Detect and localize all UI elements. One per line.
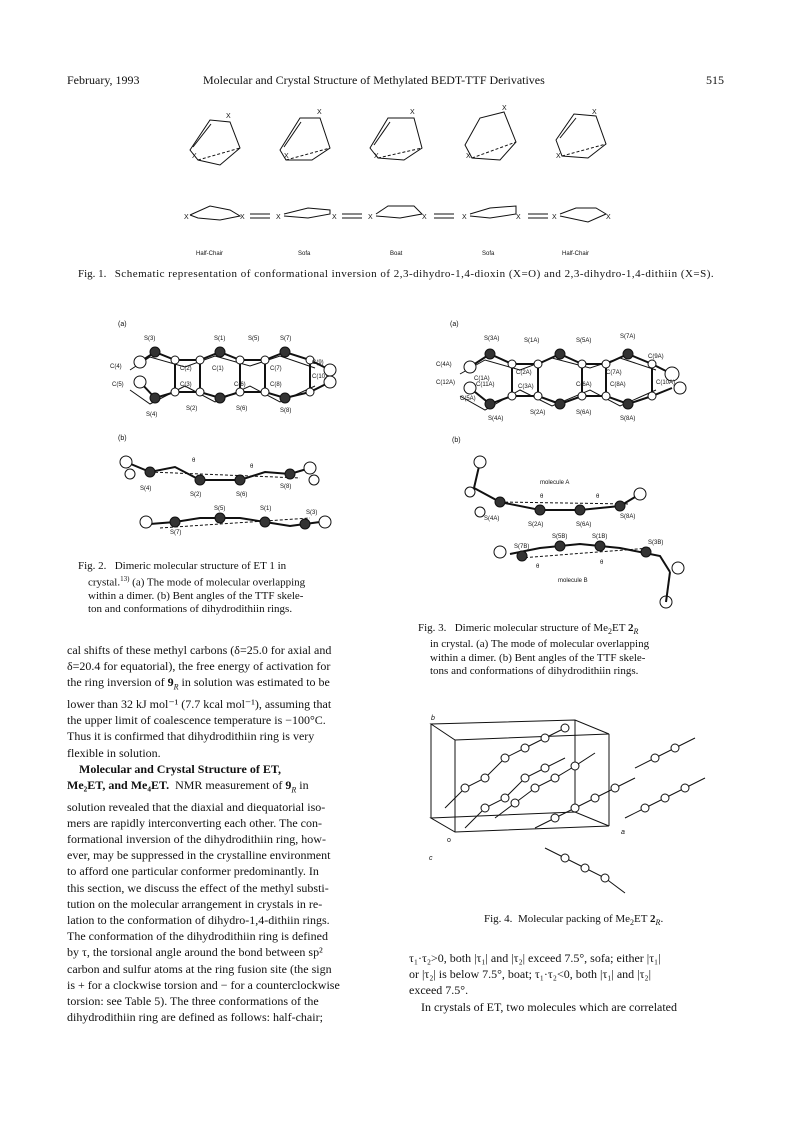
compound-number: 9 <box>167 675 174 690</box>
fig2-caption-line: (a) The mode of molecular overlapping <box>132 576 306 589</box>
ring-x-label: X <box>276 214 281 221</box>
text-line: The conformation of the dihydrodithiin ring is defined <box>67 929 328 944</box>
text-line: the upper limit of coalescence temperature is −100°C. <box>67 713 326 728</box>
ring-x-label: X <box>422 214 427 221</box>
text-line: lower than 32 kJ mol⁻¹ (7.7 kcal mol⁻¹), assuming that <box>67 697 332 711</box>
fig3-caption-line: ET <box>612 622 626 634</box>
text-line: is + for a clockwise torsion and − for a counterclockwise <box>67 977 340 992</box>
text-line <box>67 777 359 799</box>
label-boat: Boat <box>390 251 403 257</box>
figure-4 <box>425 708 725 908</box>
atom-label: S(2) <box>190 492 202 498</box>
fig3-caption-label: Fig. 3. <box>418 622 447 634</box>
text-line: carbon and sulfur atoms at the ring fusion site (the sign <box>67 961 332 976</box>
section-heading <box>67 761 359 777</box>
atom-label: S(2A) <box>530 410 546 416</box>
atom-label: C(3) <box>180 382 192 388</box>
fig2-dimer-structure <box>130 347 336 404</box>
atom-label: θ <box>536 564 540 570</box>
figure-1 <box>160 100 640 265</box>
fig2-panel-a: (a) <box>118 321 127 328</box>
atom-label: θ <box>596 494 600 500</box>
fig3-caption-line: Dimeric molecular structure of Me <box>454 622 609 634</box>
fig1-caption-text: Schematic representation of conformational inversion of 2,3-dihydro-1,4-dioxin (X=O) and 2,3-dihydro-1,4-dithiin (X=S). <box>114 268 715 280</box>
ring-x-label: X <box>462 214 467 221</box>
fig1-caption-label: Fig. 1. <box>78 268 107 280</box>
atom-label: C(5) <box>112 382 124 388</box>
atom-label: C(4A) <box>436 362 452 368</box>
atom-label: C(11A) <box>476 382 495 388</box>
subscript: 2 <box>630 918 635 928</box>
atom-label: S(2) <box>186 406 198 412</box>
atom-label: S(7B) <box>514 544 530 550</box>
atom-label: S(3B) <box>648 540 664 546</box>
atom-label: S(5) <box>248 336 260 342</box>
atom-label: C(2) <box>180 366 192 372</box>
fig3-caption-line: within a dimer. (b) Bent angles of the TTF skele- <box>430 651 646 664</box>
molecule-b-label: molecule B <box>558 578 588 584</box>
atom-label: S(6) <box>236 406 248 412</box>
text-line: dihydrodithiin ring are defined as follows: half-chair; <box>67 1010 323 1025</box>
label-sofa-2: Sofa <box>482 251 495 257</box>
axis-b-label: b <box>431 715 435 722</box>
fig2-panel-b: (b) <box>118 435 127 442</box>
atom-label: θ <box>192 458 196 464</box>
atom-label: C(8A) <box>610 382 626 388</box>
atom-label: C(1A) <box>474 376 490 382</box>
subscript: R <box>633 627 639 637</box>
subscript: R <box>655 918 661 928</box>
text-line: formational inversion of the dihydrodithiin ring, how- <box>67 832 326 847</box>
text-line: to afford one particular conformer predominantly. In <box>67 864 319 879</box>
text-line: mers are rapidly interconverting each other. The con- <box>67 815 323 830</box>
ring-x-label: X <box>184 214 189 221</box>
atom-label: C(9A) <box>648 354 664 360</box>
fig4-caption: Fig. 4. Molecular packing of $Me_2ET$ $2_R$. <box>484 913 664 928</box>
ring-x-label: X <box>516 214 521 221</box>
fig4-caption-label: Fig. 4. <box>484 913 513 925</box>
atom-label: S(5B) <box>552 534 568 540</box>
atom-label: S(8) <box>280 484 292 490</box>
atom-label: S(3) <box>144 336 156 342</box>
compound-number: 9 <box>285 778 292 793</box>
ring-x-label: X <box>466 153 471 160</box>
atom-label: C(12A) <box>436 380 456 386</box>
atom-label: θ <box>250 464 254 470</box>
fig2-caption-line: Dimeric molecular structure of ET 1 in <box>114 560 287 572</box>
atom-label: S(1A) <box>524 338 540 344</box>
ring-x-label: X <box>284 153 289 160</box>
ring-x-label: X <box>368 214 373 221</box>
figure-3 <box>430 312 710 618</box>
atom-label: S(3) <box>306 510 318 516</box>
axis-c-label: c <box>429 855 433 862</box>
fig3-bent-view <box>465 456 684 608</box>
atom-label: C(9) <box>312 360 324 366</box>
ring-x-label: X <box>606 214 611 221</box>
molecule-a-label: molecule A <box>540 480 570 486</box>
fig3-caption-line: in crystal. (a) The mode of molecular overlapping <box>430 638 650 651</box>
fig3-atom-labels-b <box>484 494 663 584</box>
subscript: R <box>291 785 297 795</box>
atom-label: S(1B) <box>592 534 608 540</box>
text-line: solution revealed that the diaxial and diequatorial iso- <box>67 799 326 814</box>
atom-label: S(1) <box>260 506 272 512</box>
figure-2 <box>100 312 350 557</box>
atom-label: C(6A) <box>576 382 592 388</box>
fig1-equilibrium-row <box>184 206 611 222</box>
text-line: this section, we discuss the effect of the methyl substi- <box>67 880 329 895</box>
label-half-chair: Half-Chair <box>196 251 224 257</box>
fig1-ring-diagrams <box>190 112 606 165</box>
ring-x-label: X <box>374 153 379 160</box>
atom-label: S(6A) <box>576 522 592 528</box>
ring-x-label: X <box>240 214 245 221</box>
fig2-caption-line: crystal. <box>88 576 121 589</box>
origin-label: o <box>447 837 451 844</box>
fig2-caption <box>78 560 346 616</box>
text-line: or |τ₂| is below 7.5°, boat; τ₁·τ₂<0, both |τ₁| and |τ₂| <box>409 967 651 982</box>
subscript: R <box>173 682 179 692</box>
atom-label: C(3A) <box>518 384 534 390</box>
ring-x-label: X <box>592 109 597 116</box>
text-line: torsion: see Table 5). The three conformations of the <box>67 994 319 1009</box>
fig2-caption-label: Fig. 2. <box>78 560 107 572</box>
atom-label: C(6) <box>234 382 246 388</box>
fig3-panel-b: (b) <box>452 437 461 444</box>
atom-label: S(6A) <box>576 410 592 416</box>
fig4-caption-text: . <box>660 913 664 925</box>
text-line: tution on the molecular arrangement in crystals in re- <box>67 896 323 911</box>
header-date: February, 1993 <box>67 73 140 87</box>
text-span: in solution was estimated to be <box>178 675 330 690</box>
atom-label: θ <box>600 560 604 566</box>
text-line: δ=20.4 for equatorial), the free energy of activation for <box>67 659 331 674</box>
atom-label: C(5A) <box>460 396 476 402</box>
text-line: flexible in solution. <box>67 745 161 760</box>
ring-x-label: X <box>502 105 507 112</box>
fig1-caption <box>78 268 728 281</box>
atom-label: S(8) <box>280 408 292 414</box>
text-line: ever, may be suppressed in the crystalline environment <box>67 848 331 863</box>
atom-label: C(1) <box>212 366 224 372</box>
atom-label: S(4A) <box>484 516 500 522</box>
ring-x-label: X <box>332 214 337 221</box>
atom-label: S(7A) <box>620 334 636 340</box>
fig2-caption-line: within a dimer. (b) Bent angles of the TTF skele- <box>88 590 304 603</box>
text-span: the ring inversion of <box>67 675 168 690</box>
text-line: cal shifts of these methyl carbons (δ=25.0 for axial and <box>67 643 332 657</box>
ring-x-label: X <box>226 113 231 120</box>
label-half-chair-2: Half-Chair <box>562 251 590 257</box>
text-line: exceed 7.5°. <box>409 983 469 998</box>
axis-a-label: a <box>621 829 625 836</box>
text-line: In crystals of ET, two molecules which are correlated <box>421 999 678 1014</box>
fig4-caption-text: Molecular packing of Me <box>517 913 631 925</box>
reference-number: 13) <box>120 575 130 584</box>
text-span: NMR measurement of <box>175 778 286 793</box>
text-line: by τ, the torsional angle around the bond between sp² <box>67 945 323 960</box>
atom-label: S(4A) <box>488 416 504 422</box>
text-line: τ₁·τ₂>0, both |τ₁| and |τ₂| exceed 7.5°, sofa; either |τ₁| <box>409 951 661 965</box>
atom-label: S(3A) <box>484 336 500 342</box>
ring-x-label: X <box>556 153 561 160</box>
text-line: lation to the conformation of dihydro-1,4-dithiin rings. <box>67 913 330 928</box>
label-sofa: Sofa <box>298 251 311 257</box>
atom-label: C(7A) <box>606 370 622 376</box>
atom-label: S(6) <box>236 492 248 498</box>
fig3-caption-line: tons and conformations of dihydrodithiin rings. <box>430 664 639 677</box>
atom-label: C(8) <box>270 382 282 388</box>
fig3-caption: Fig. 3. Dimeric molecular structure of $Me_2ET$ $2_R$ in crystal. (a) The mode of molecular overlapping within a dimer. (b) Bent angles of the TTF skele- tons and conformations of dihydrodithiin rings. <box>418 622 718 678</box>
right-column-text <box>409 950 727 1015</box>
fig3-atom-labels-a <box>436 334 675 422</box>
atom-label: S(4) <box>140 486 152 492</box>
unit-cell <box>431 720 609 832</box>
atom-label: S(7) <box>280 336 292 342</box>
subscript: 2 <box>608 627 613 637</box>
fig3-panel-a: (a) <box>450 321 459 328</box>
atom-label: C(2A) <box>516 370 532 376</box>
text-line: Thus it is confirmed that dihydrodithiin ring is very <box>67 729 315 744</box>
fig4-caption-text: ET <box>634 913 648 925</box>
atom-label: C(10A) <box>656 380 676 386</box>
atom-label: S(4) <box>146 412 158 418</box>
ring-x-label: X <box>410 109 415 116</box>
left-column-text <box>67 642 359 1025</box>
fig2-caption-line: ton and conformations of dihydrodithiin rings. <box>88 603 293 616</box>
atom-label: S(5A) <box>576 338 592 344</box>
atom-label: S(1) <box>214 336 226 342</box>
atom-label: θ <box>540 494 544 500</box>
atom-label: S(5) <box>214 506 226 512</box>
atom-label: S(8A) <box>620 416 636 422</box>
atom-label: S(2A) <box>528 522 544 528</box>
fig1-ring-x-labels <box>192 105 597 160</box>
ring-x-label: X <box>317 109 322 116</box>
header-title: Molecular and Crystal Structure of Methylated BEDT-TTF Derivatives <box>203 73 545 87</box>
heading-line: Molecular and Crystal Structure of ET, <box>79 761 281 776</box>
ring-x-label: X <box>552 214 557 221</box>
text-span: in <box>296 778 309 793</box>
atom-label: S(8A) <box>620 514 636 520</box>
atom-label: C(4) <box>110 364 122 370</box>
atom-label: S(7) <box>170 530 182 536</box>
atom-label: C(7) <box>270 366 282 372</box>
heading-line: Me₂ET, and Me₄ET. <box>67 778 170 793</box>
text-line <box>67 674 359 696</box>
atom-label: C(10) <box>312 374 328 380</box>
ring-x-label: X <box>192 153 197 160</box>
page-number: 515 <box>706 73 724 87</box>
